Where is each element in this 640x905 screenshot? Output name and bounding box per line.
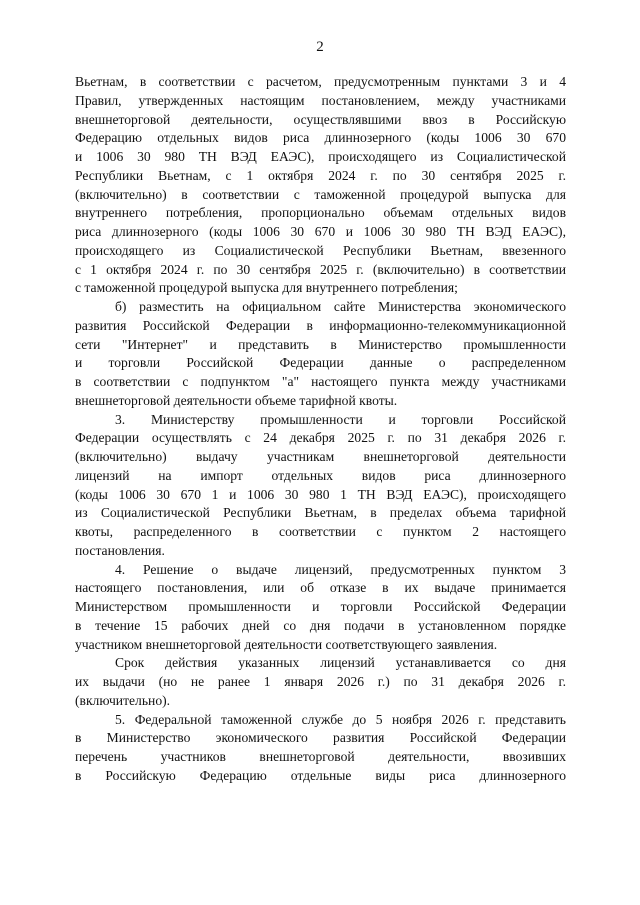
paragraph [75,561,566,655]
paragraph [75,654,566,710]
text-line: Вьетнам, в соответствии с расчетом, предусмотренным пунктами 3 и 4 [75,74,566,89]
text-line: постановления. [75,542,165,558]
text-line: в Министерство экономического развития Российской Федерации [75,730,566,746]
paragraph [75,298,566,411]
text-line: 3. Министерству промышленности и торговли Российской [115,411,566,427]
text-line: лицензий на импорт отдельных видов риса длиннозерного [75,467,566,483]
text-line: сети "Интернет" и представить в Министерство промышленности [75,336,566,352]
text-line: (коды 1006 30 670 1 и 1006 30 980 1 ТН ВЭД ЕАЭС), происходящего [75,486,566,502]
text-line: в течение 15 рабочих дней со дня подачи в установленном порядке [75,617,566,633]
text-line: с таможенной процедурой выпуска для внутреннего потребления; [75,280,458,296]
text-line: перечень участников внешнеторговой деятельности, ввозивших [75,749,566,764]
text-line: развития Российской Федерации в информационно-телекоммуникационной [75,317,566,333]
text-line: (включительно) в соответствии с таможенной процедурой выпуска для [75,186,566,202]
text-line: с 1 октября 2024 г. по 30 сентября 2025 г. (включительно) в соответствии [75,261,566,277]
text-line: квоты, распределенного в соответствии с пунктом 2 настоящего [75,524,566,539]
text-line: Срок действия указанных лицензий устанавливается со дня [115,655,566,671]
page-number: 2 [316,39,324,55]
text-line: б) разместить на официальном сайте Министерства экономического [115,299,566,314]
text-line: их выдачи (но не ранее 1 января 2026 г.) по 31 декабря 2026 г. [75,674,566,689]
text-line: в соответствии с подпунктом "а" настоящего пункта между участниками [75,374,566,389]
document-body [75,73,566,786]
text-line: из Социалистической Республики Вьетнам, в пределах объема тарифной [75,505,566,521]
text-line: (включительно) выдачу участникам внешнеторговой деятельности [75,449,566,464]
paragraph [75,411,566,561]
text-line: и 1006 30 980 ТН ВЭД ЕАЭС), происходящего из Социалистической [75,149,566,164]
text-line: (включительно). [75,692,171,708]
text-line: Правил, утвержденных настоящим постановлением, между участниками [75,92,566,108]
text-line: Федерацию отдельных видов риса длиннозерного (коды 1006 30 670 [75,130,566,146]
text-line: внутреннего потребления, пропорционально объемам отдельных видов [75,205,566,221]
text-line: происходящего из Социалистической Республики Вьетнам, ввезенного [75,242,566,258]
paragraph [75,73,566,298]
text-line: в Российскую Федерацию отдельные виды риса длиннозерного [75,767,566,783]
text-line: риса длиннозерного (коды 1006 30 670 и 1006 30 980 ТН ВЭД ЕАЭС), [75,224,566,239]
text-line: внешнеторговой деятельности, осуществлявшими ввоз в Российскую [75,111,566,127]
text-line: 5. Федеральной таможенной службе до 5 ноября 2026 г. представить [115,711,566,727]
text-line: и торговли Российской Федерации данные о распределенном [75,355,566,371]
text-line: настоящего постановления, или об отказе в их выдаче принимается [75,580,566,596]
text-line: внешнеторговой деятельности объеме тарифной квоты. [75,392,398,408]
text-line: Федерации осуществлять с 24 декабря 2025 г. по 31 декабря 2026 г. [75,430,566,446]
text-line: Республики Вьетнам, с 1 октября 2024 г. по 30 сентября 2025 г. [75,167,566,183]
text-line: Министерством промышленности и торговли Российской Федерации [75,599,566,614]
text-line: 4. Решение о выдаче лицензий, предусмотренных пунктом 3 [115,561,566,577]
text-line: участником внешнеторговой деятельности соответствующего заявления. [75,636,498,652]
paragraph [75,711,566,786]
